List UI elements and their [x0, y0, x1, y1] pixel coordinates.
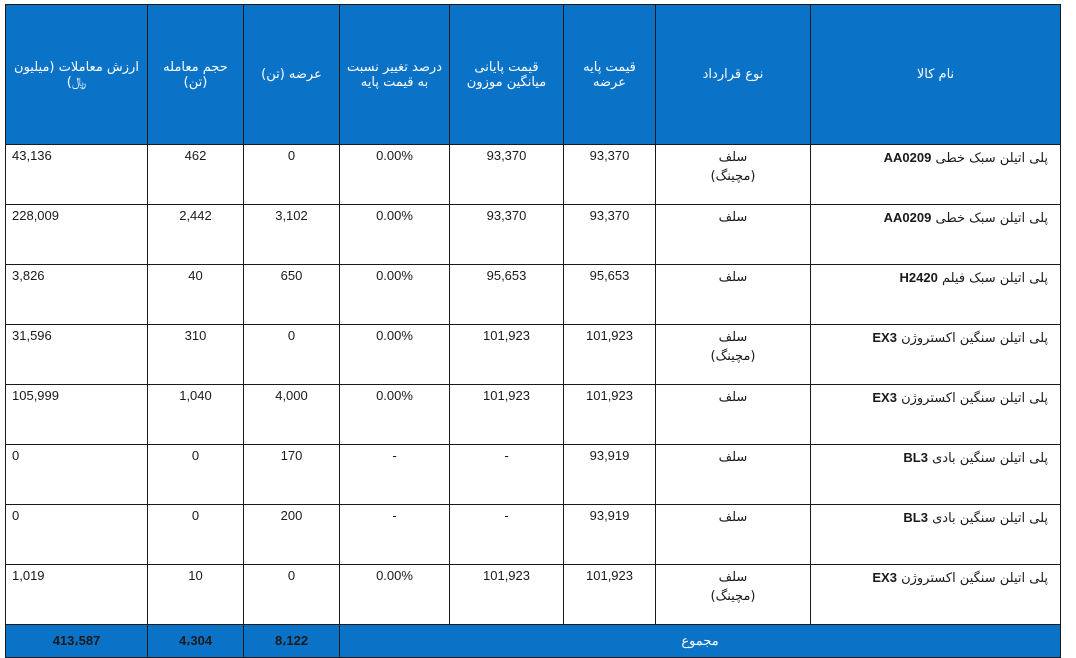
cell-change-percent: 0.00%: [340, 265, 450, 325]
product-code: EX3: [872, 570, 897, 585]
cell-final-price: -: [450, 505, 564, 565]
contract-type-label: سلف: [718, 510, 748, 525]
cell-supply: 0: [244, 145, 340, 205]
header-row: [6, 5, 1061, 145]
product-code: AA0209: [883, 210, 932, 225]
cell-final-price: -: [450, 445, 564, 505]
cell-product-name: [811, 145, 1061, 205]
cell-contract-type: [656, 385, 811, 445]
total-supply: 8،122: [244, 625, 340, 658]
contract-type-label: سلف: [718, 210, 748, 225]
cell-contract-type: [656, 265, 811, 325]
product-code: H2420: [899, 270, 938, 285]
header-supply: عرضه (تن): [244, 5, 340, 145]
cell-product-name: [811, 325, 1061, 385]
cell-supply: 0: [244, 325, 340, 385]
contract-type-label: سلف: [718, 570, 748, 585]
cell-change-percent: 0.00%: [340, 325, 450, 385]
product-name-text: پلی اتیلن سنگین بادی: [932, 451, 1048, 466]
cell-supply: 170: [244, 445, 340, 505]
cell-contract-type: [656, 325, 811, 385]
cell-trade-volume: 0: [148, 505, 244, 565]
cell-final-price: 95,653: [450, 265, 564, 325]
market-report-table-wrap: [5, 4, 1060, 658]
cell-supply: 0: [244, 565, 340, 625]
contract-type-note: (مچینگ): [710, 169, 756, 184]
product-name-text: پلی اتیلن سبک خطی: [935, 211, 1048, 226]
cell-contract-type: [656, 445, 811, 505]
cell-final-price: 101,923: [450, 565, 564, 625]
cell-contract-type: [656, 205, 811, 265]
header-trade-volume: حجم معامله (تن): [148, 5, 244, 145]
contract-type-note: (مچینگ): [710, 349, 756, 364]
cell-trade-value: 1,019: [6, 565, 148, 625]
cell-change-percent: 0.00%: [340, 145, 450, 205]
product-code: EX3: [872, 390, 897, 405]
cell-final-price: 101,923: [450, 325, 564, 385]
cell-base-price: 93,370: [564, 145, 656, 205]
cell-product-name: [811, 445, 1061, 505]
total-trade-value: 413،587: [6, 625, 148, 658]
contract-type-note: (مچینگ): [710, 589, 756, 604]
cell-trade-value: 228,009: [6, 205, 148, 265]
table-row: [6, 145, 1061, 205]
cell-final-price: 101,923: [450, 385, 564, 445]
cell-base-price: 101,923: [564, 325, 656, 385]
table-row: [6, 565, 1061, 625]
cell-product-name: [811, 265, 1061, 325]
cell-change-percent: 0.00%: [340, 565, 450, 625]
cell-change-percent: -: [340, 505, 450, 565]
cell-trade-value: 3,826: [6, 265, 148, 325]
cell-trade-volume: 462: [148, 145, 244, 205]
cell-trade-volume: 40: [148, 265, 244, 325]
cell-base-price: 93,919: [564, 505, 656, 565]
product-code: AA0209: [883, 150, 932, 165]
cell-base-price: 101,923: [564, 565, 656, 625]
cell-trade-volume: 10: [148, 565, 244, 625]
contract-type-label: سلف: [718, 270, 748, 285]
table-row: [6, 445, 1061, 505]
cell-trade-volume: 310: [148, 325, 244, 385]
header-trade-value: ارزش معاملات (میلیون ﷼): [6, 5, 148, 145]
cell-product-name: [811, 505, 1061, 565]
cell-change-percent: 0.00%: [340, 385, 450, 445]
cell-change-percent: 0.00%: [340, 205, 450, 265]
table-row: [6, 325, 1061, 385]
product-code: EX3: [872, 330, 897, 345]
header-product-name: نام کالا: [811, 5, 1061, 145]
header-base-price: قیمت پایه عرضه: [564, 5, 656, 145]
product-code: BL3: [903, 510, 928, 525]
contract-type-label: سلف: [718, 450, 748, 465]
table-row: [6, 205, 1061, 265]
product-name-text: پلی اتیلن سنگین اکستروژن: [901, 331, 1048, 346]
cell-base-price: 93,370: [564, 205, 656, 265]
product-name-text: پلی اتیلن سبک فیلم: [941, 271, 1048, 286]
cell-contract-type: [656, 145, 811, 205]
header-change-percent: درصد تغییر نسبت به قیمت پایه: [340, 5, 450, 145]
cell-trade-volume: 1,040: [148, 385, 244, 445]
product-name-text: پلی اتیلن سنگین اکستروژن: [901, 391, 1048, 406]
cell-change-percent: -: [340, 445, 450, 505]
product-name-text: پلی اتیلن سنگین اکستروژن: [901, 571, 1048, 586]
cell-final-price: 93,370: [450, 205, 564, 265]
cell-product-name: [811, 565, 1061, 625]
cell-trade-value: 0: [6, 445, 148, 505]
cell-final-price: 93,370: [450, 145, 564, 205]
cell-contract-type: [656, 505, 811, 565]
contract-type-label: سلف: [718, 330, 748, 345]
cell-supply: 4,000: [244, 385, 340, 445]
product-code: BL3: [903, 450, 928, 465]
cell-trade-volume: 2,442: [148, 205, 244, 265]
cell-supply: 650: [244, 265, 340, 325]
table-row: [6, 505, 1061, 565]
product-name-text: پلی اتیلن سنگین بادی: [932, 511, 1048, 526]
cell-base-price: 101,923: [564, 385, 656, 445]
contract-type-label: سلف: [718, 150, 748, 165]
cell-product-name: [811, 205, 1061, 265]
cell-base-price: 95,653: [564, 265, 656, 325]
market-report-table: [5, 4, 1061, 658]
cell-supply: 200: [244, 505, 340, 565]
cell-trade-value: 0: [6, 505, 148, 565]
total-label: مجموع: [340, 625, 1061, 658]
cell-contract-type: [656, 565, 811, 625]
product-name-text: پلی اتیلن سبک خطی: [935, 151, 1048, 166]
cell-base-price: 93,919: [564, 445, 656, 505]
contract-type-label: سلف: [718, 390, 748, 405]
table-row: [6, 265, 1061, 325]
header-contract-type: نوع قرارداد: [656, 5, 811, 145]
cell-trade-volume: 0: [148, 445, 244, 505]
cell-product-name: [811, 385, 1061, 445]
header-final-price: قیمت پایانی میانگین موزون: [450, 5, 564, 145]
table-row: [6, 385, 1061, 445]
cell-trade-value: 43,136: [6, 145, 148, 205]
cell-supply: 3,102: [244, 205, 340, 265]
cell-trade-value: 31,596: [6, 325, 148, 385]
total-trade-volume: 4،304: [148, 625, 244, 658]
cell-trade-value: 105,999: [6, 385, 148, 445]
